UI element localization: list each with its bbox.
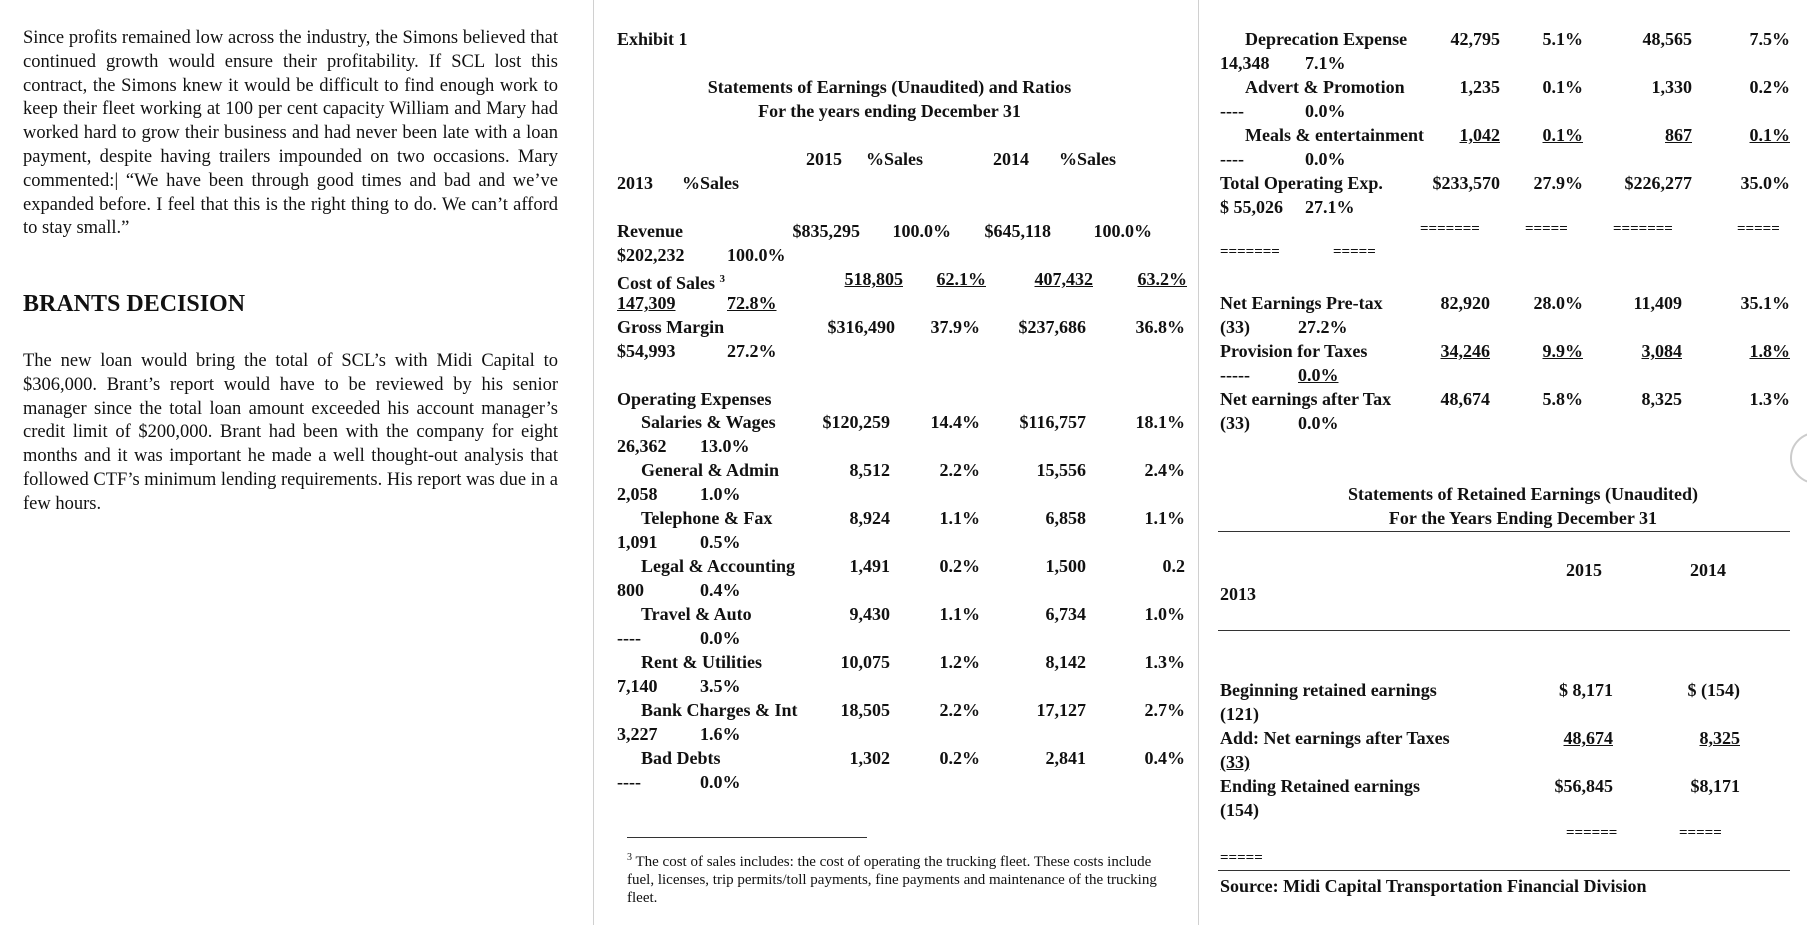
double-rule: ===== xyxy=(1737,221,1780,237)
footnote-rule xyxy=(627,837,867,838)
pct-2014: 18.1% xyxy=(1135,412,1185,432)
value-2013: 147,309 xyxy=(617,293,676,313)
rule xyxy=(1218,870,1790,871)
row-label: Salaries & Wages xyxy=(641,412,776,432)
value-2014: $ (154) xyxy=(1687,680,1740,700)
pct-2015: 2.2% xyxy=(939,460,980,480)
pct-2013: 0.0% xyxy=(700,628,741,648)
value-2014: 1,500 xyxy=(1045,556,1086,576)
pct-2013: 0.0% xyxy=(1298,413,1339,433)
pct-2014: 0.4% xyxy=(1144,748,1185,768)
re-header-2015: 2015 xyxy=(1566,560,1602,580)
source-line: Source: Midi Capital Transportation Financial Division xyxy=(1220,876,1647,896)
pct-2014: 1.8% xyxy=(1749,341,1790,361)
double-rule: ===== xyxy=(1220,850,1263,866)
double-rule: ===== xyxy=(1333,244,1376,260)
value-2013: ---- xyxy=(617,772,641,792)
header-2014: 2014 xyxy=(993,149,1029,169)
statement-subtitle: For the years ending December 31 xyxy=(758,101,1021,121)
pct-2013: 27.2% xyxy=(727,341,777,361)
row-label: Bank Charges & Int xyxy=(641,700,798,720)
pct-2015: 0.2% xyxy=(939,556,980,576)
pct-2013: 0.4% xyxy=(700,580,741,600)
pct-2014: 2.7% xyxy=(1144,700,1185,720)
value-2014: 48,565 xyxy=(1642,29,1692,49)
pct-2015: 2.2% xyxy=(939,700,980,720)
value-2015: 9,430 xyxy=(849,604,890,624)
exhibit-label: Exhibit 1 xyxy=(617,29,688,49)
pct-2013: 72.8% xyxy=(727,293,777,313)
rule xyxy=(1218,531,1790,532)
value-2015: 518,805 xyxy=(844,269,903,289)
value-2013: (33) xyxy=(1220,752,1250,772)
pct-2013: 1.0% xyxy=(700,484,741,504)
pct-2015: 0.1% xyxy=(1542,125,1583,145)
pct-2015: 9.9% xyxy=(1542,341,1583,361)
pct-2014: 0.2% xyxy=(1749,77,1790,97)
row-label: Rent & Utilities xyxy=(641,652,762,672)
pct-2014: 1.0% xyxy=(1144,604,1185,624)
value-2014: 6,734 xyxy=(1045,604,1086,624)
pct-2015: 1.1% xyxy=(939,508,980,528)
value-2015: $316,490 xyxy=(827,317,895,337)
row-label: General & Admin xyxy=(641,460,779,480)
value-2015: 48,674 xyxy=(1563,728,1613,748)
row-label: Ending Retained earnings xyxy=(1220,776,1421,796)
value-2014: 15,556 xyxy=(1036,460,1086,480)
row-label: Deprecation Expense xyxy=(1245,29,1408,49)
value-2014: 6,858 xyxy=(1045,508,1086,528)
pct-2014: 100.0% xyxy=(1093,221,1152,241)
value-2015: 1,302 xyxy=(849,748,890,768)
value-2014: 8,325 xyxy=(1699,728,1740,748)
pct-2015: 27.9% xyxy=(1533,173,1583,193)
value-2014: $237,686 xyxy=(1018,317,1086,337)
value-2014: $116,757 xyxy=(1019,412,1086,432)
value-2015: $56,845 xyxy=(1554,776,1613,796)
value-2013: (121) xyxy=(1220,704,1259,724)
row-label: Net Earnings Pre-tax xyxy=(1220,293,1383,313)
body-paragraph-2: The new loan would bring the total of SCL’s with Midi Capital to $306,000. Brant’s report would have to be reviewed by his senior manager since the total loan amount exceeded his account manager’s credit limit of $200,000. Brant had been with the company for eight months and it was important he made a well thought-out analysis that followed CTF’s minimum lending requirements. His report was due in a few hours. xyxy=(23,351,558,514)
value-2014: 8,325 xyxy=(1641,389,1682,409)
pct-2015: 14.4% xyxy=(930,412,980,432)
value-2015: $835,295 xyxy=(792,221,860,241)
value-2014: 407,432 xyxy=(1034,269,1093,289)
column-divider xyxy=(593,0,594,925)
pct-2014: 2.4% xyxy=(1144,460,1185,480)
retained-earnings-title: Statements of Retained Earnings (Unaudited) xyxy=(1347,484,1698,504)
operating-expenses-heading: Operating Expenses xyxy=(617,389,772,409)
pct-2013: 0.0% xyxy=(1305,101,1346,121)
footnote-ref: 3 xyxy=(719,273,725,285)
pct-2015: 5.1% xyxy=(1542,29,1583,49)
value-2015: 1,042 xyxy=(1459,125,1500,145)
double-rule: ======= xyxy=(1420,221,1480,237)
value-2014: 867 xyxy=(1665,125,1692,145)
pct-2013: 1.6% xyxy=(700,724,741,744)
header-2013: 2013 xyxy=(617,173,653,193)
row-label: Telephone & Fax xyxy=(641,508,773,528)
row-label: Total Operating Exp. xyxy=(1220,173,1383,193)
value-2013: ----- xyxy=(1220,365,1250,385)
value-2013: 1,091 xyxy=(617,532,658,552)
pct-2015: 28.0% xyxy=(1533,293,1583,313)
value-2013: (154) xyxy=(1220,800,1259,820)
row-label: Revenue xyxy=(617,221,683,241)
header-pct-sales: %Sales xyxy=(1059,149,1117,169)
double-rule: ======= xyxy=(1613,221,1673,237)
value-2013: (33) xyxy=(1220,317,1250,337)
value-2015: 10,075 xyxy=(840,652,890,672)
pct-2014: 36.8% xyxy=(1135,317,1185,337)
row-label: Advert & Promotion xyxy=(1245,77,1405,97)
row-label: Legal & Accounting xyxy=(641,556,796,576)
value-2014: 3,084 xyxy=(1641,341,1682,361)
value-2015: 1,491 xyxy=(849,556,890,576)
value-2015: 42,795 xyxy=(1450,29,1500,49)
section-heading: BRANTS DECISION xyxy=(23,291,246,317)
pct-2015: 37.9% xyxy=(930,317,980,337)
re-header-2014: 2014 xyxy=(1690,560,1726,580)
value-2013: (33) xyxy=(1220,413,1250,433)
pct-2013: 27.2% xyxy=(1298,317,1348,337)
pct-2013: 0.0% xyxy=(700,772,741,792)
value-2013: $ 55,026 xyxy=(1220,197,1283,217)
value-2013: 3,227 xyxy=(617,724,658,744)
pct-2013: 7.1% xyxy=(1305,53,1346,73)
rule xyxy=(1218,630,1790,631)
value-2014: 1,330 xyxy=(1651,77,1692,97)
pct-2014: 1.1% xyxy=(1144,508,1185,528)
value-2013: 14,348 xyxy=(1220,53,1270,73)
pct-2013: 3.5% xyxy=(700,676,741,696)
value-2014: 2,841 xyxy=(1045,748,1086,768)
header-pct-sales: %Sales xyxy=(866,149,924,169)
double-rule: ===== xyxy=(1525,221,1568,237)
footnote: $^3$ The cost of sales includes: the cost of operating the trucking fleet. These costs include fuel, licenses, trip permits/toll payments, fine payments and maintenance of the trucking fleet. xyxy=(627,852,1157,906)
value-2015: 8,512 xyxy=(849,460,890,480)
value-2013: 800 xyxy=(617,580,644,600)
column-divider xyxy=(1198,0,1199,925)
pct-2013: 27.1% xyxy=(1305,197,1355,217)
pct-2015: 5.8% xyxy=(1542,389,1583,409)
statement-title: Statements of Earnings (Unaudited) and Ratios xyxy=(707,77,1072,97)
pct-2013: 0.5% xyxy=(700,532,741,552)
pct-2015: 62.1% xyxy=(936,269,986,289)
header-2015: 2015 xyxy=(806,149,842,169)
pct-2014: 35.1% xyxy=(1740,293,1790,313)
pct-2014: 0.2 xyxy=(1162,556,1185,576)
value-2015: 48,674 xyxy=(1440,389,1490,409)
value-2015: $233,570 xyxy=(1432,173,1500,193)
value-2015: 34,246 xyxy=(1440,341,1490,361)
pct-2014: 63.2% xyxy=(1137,269,1187,289)
pct-2014: 35.0% xyxy=(1740,173,1790,193)
pct-2014: 7.5% xyxy=(1749,29,1790,49)
re-header-2013: 2013 xyxy=(1220,584,1256,604)
pct-2013: 0.0% xyxy=(1305,149,1346,169)
value-2014: $645,118 xyxy=(984,221,1051,241)
double-rule: ======= xyxy=(1220,244,1280,260)
pct-2015: 0.1% xyxy=(1542,77,1583,97)
pct-2014: 1.3% xyxy=(1749,389,1790,409)
value-2013: 26,362 xyxy=(617,436,667,456)
body-paragraph-1: Since profits remained low across the industry, the Simons believed that continued growth would ensure their profitability. If SCL lost this contract, the Simons knew it would be difficult to find enough work to keep their fleet working at 100 per cent capacity William and Mary had worked hard to grow their business and had never been late with a loan payment, despite having trailers impounded on two occasions. Mary commented:| “We have been through good times and bad and we’ve expanded before. I feel that this is the right thing to do. We can’t afford to stay small.” xyxy=(23,28,558,239)
value-2014: 8,142 xyxy=(1045,652,1086,672)
header-pct-sales: %Sales xyxy=(682,173,740,193)
double-rule: ===== xyxy=(1679,825,1722,841)
row-label: Add: Net earnings after Taxes xyxy=(1220,728,1450,748)
pct-2014: 1.3% xyxy=(1144,652,1185,672)
row-label: Travel & Auto xyxy=(641,604,752,624)
row-label: Gross Margin xyxy=(617,317,725,337)
row-label: Net earnings after Tax xyxy=(1220,389,1392,409)
pct-2015: 100.0% xyxy=(892,221,951,241)
value-2013: ---- xyxy=(1220,101,1244,121)
value-2013: ---- xyxy=(1220,149,1244,169)
value-2013: $54,993 xyxy=(617,341,676,361)
value-2013: 2,058 xyxy=(617,484,658,504)
row-label: Beginning retained earnings xyxy=(1220,680,1437,700)
value-2013: 7,140 xyxy=(617,676,658,696)
value-2015: 1,235 xyxy=(1459,77,1500,97)
row-label: Meals & entertainment xyxy=(1245,125,1424,145)
pct-2013: 13.0% xyxy=(700,436,750,456)
value-2015: 18,505 xyxy=(840,700,890,720)
pct-2015: 1.2% xyxy=(939,652,980,672)
row-label: Bad Debts xyxy=(641,748,721,768)
pct-2014: 0.1% xyxy=(1749,125,1790,145)
value-2014: $8,171 xyxy=(1690,776,1740,796)
value-2013: $202,232 xyxy=(617,245,685,265)
value-2015: $120,259 xyxy=(822,412,890,432)
value-2014: 11,409 xyxy=(1633,293,1682,313)
double-rule: ====== xyxy=(1566,825,1618,841)
pct-2013: 100.0% xyxy=(727,245,786,265)
value-2014: 17,127 xyxy=(1036,700,1086,720)
scroll-handle-icon[interactable] xyxy=(1790,432,1807,484)
pct-2015: 0.2% xyxy=(939,748,980,768)
row-label: Provision for Taxes xyxy=(1220,341,1368,361)
value-2015: $ 8,171 xyxy=(1559,680,1613,700)
pct-2013: 0.0% xyxy=(1298,365,1339,385)
value-2013: ---- xyxy=(617,628,641,648)
value-2015: 8,924 xyxy=(849,508,890,528)
value-2014: $226,277 xyxy=(1624,173,1692,193)
row-label: Cost of Sales $^3$ xyxy=(617,273,725,293)
pct-2015: 1.1% xyxy=(939,604,980,624)
value-2015: 82,920 xyxy=(1440,293,1490,313)
retained-earnings-subtitle: For the Years Ending December 31 xyxy=(1388,508,1658,528)
